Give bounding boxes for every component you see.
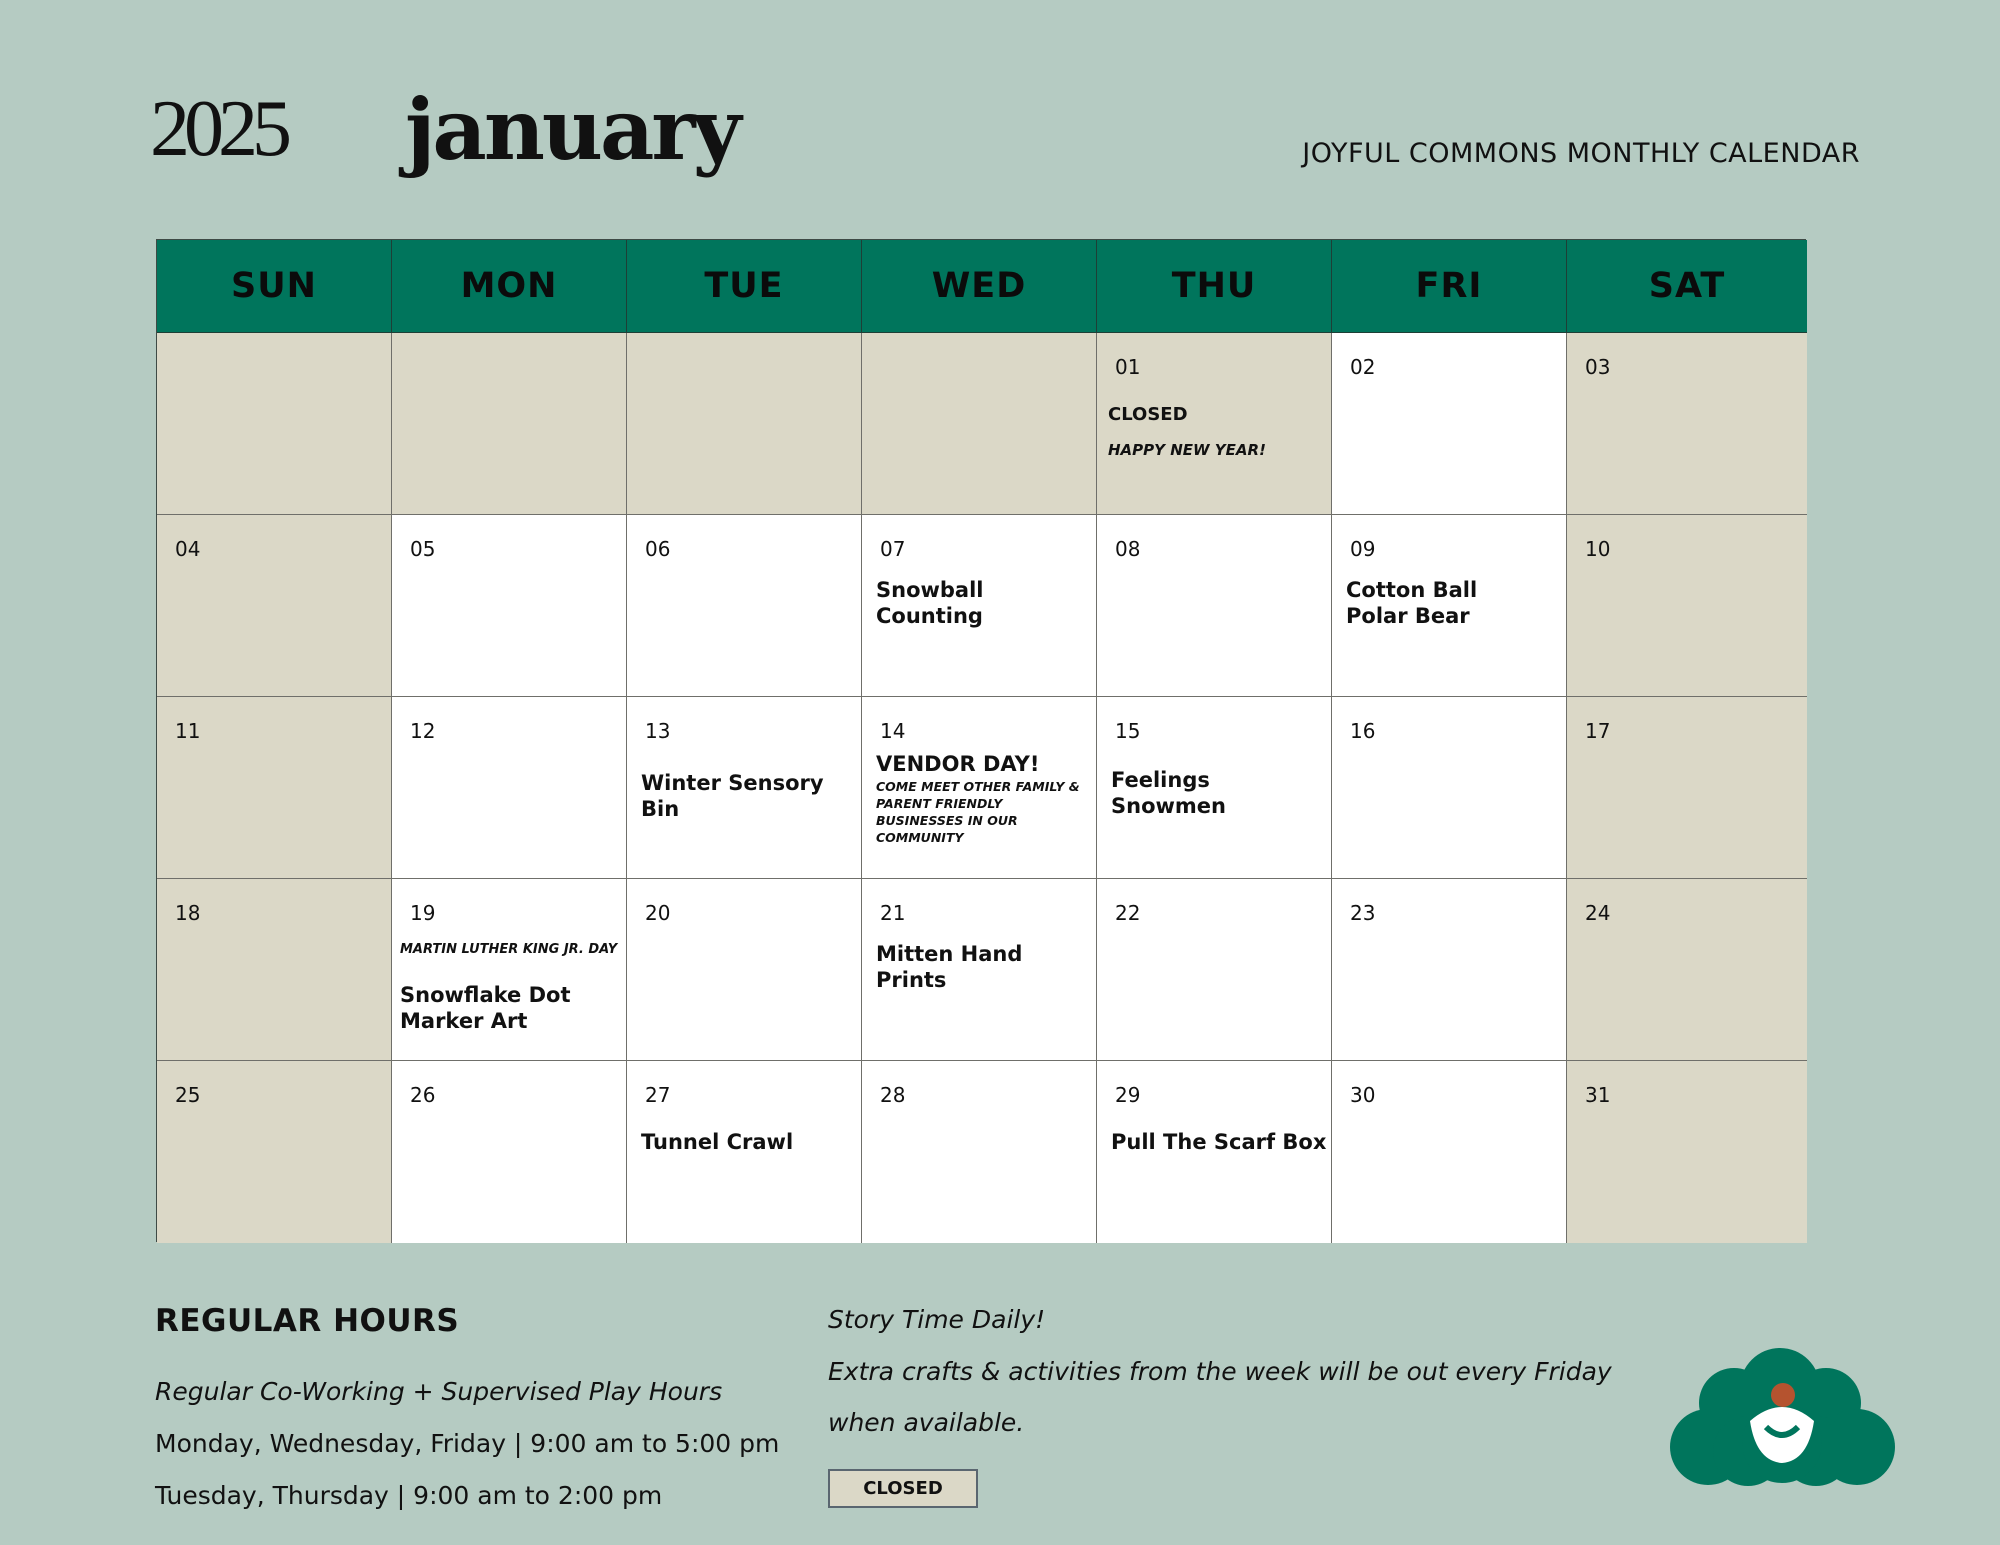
day-number: 14 [880, 719, 906, 743]
calendar-title: JOYFUL COMMONS MONTHLY CALENDAR [1302, 138, 1860, 169]
weekday-thu: THU [1097, 240, 1332, 333]
day-number: 27 [645, 1083, 671, 1107]
crafts-note-continued: when available. [828, 1408, 1025, 1437]
weekday-wed: WED [862, 240, 1097, 333]
day-cell-19 [392, 879, 627, 1061]
day-cell-13 [627, 697, 862, 879]
day-number: 26 [410, 1083, 436, 1107]
event-title: Snowflake Dot Marker Art [400, 983, 571, 1033]
day-cell-14 [862, 697, 1097, 879]
event-title: Cotton Ball Polar Bear [1346, 578, 1478, 628]
weekday-tue: TUE [627, 240, 862, 333]
event-title: Snowball Counting [876, 578, 984, 628]
event-title: Pull The Scarf Box [1111, 1130, 1327, 1154]
day-cell-10 [1567, 515, 1807, 697]
event-title: Tunnel Crawl [641, 1130, 794, 1154]
day-number: 07 [880, 537, 906, 561]
day-cell-18 [157, 879, 392, 1061]
hours-subtitle: Regular Co-Working + Supervised Play Hours [155, 1377, 723, 1406]
day-number: 17 [1585, 719, 1611, 743]
day-number: 06 [645, 537, 671, 561]
day-number: 29 [1115, 1083, 1141, 1107]
day-number: 20 [645, 901, 671, 925]
event-description: COME MEET OTHER FAMILY & PARENT FRIENDLY BUSINESSES IN OUR COMMUNITY [876, 779, 1080, 845]
day-number: 18 [175, 901, 201, 925]
event-title: Feelings Snowmen [1111, 768, 1226, 818]
day-number: 04 [175, 537, 201, 561]
day-cell-29 [1097, 1061, 1332, 1243]
holiday-note: HAPPY NEW YEAR! [1108, 441, 1266, 459]
day-number: 08 [1115, 537, 1141, 561]
logo-icon [1668, 1343, 1898, 1488]
day-cell-04 [157, 515, 392, 697]
day-cell-27 [627, 1061, 862, 1243]
day-cell-17 [1567, 697, 1807, 879]
day-cell-02 [1332, 333, 1567, 515]
empty-day-cell [157, 333, 392, 515]
day-cell-20 [627, 879, 862, 1061]
day-number: 24 [1585, 901, 1611, 925]
day-cell-24 [1567, 879, 1807, 1061]
day-number: 23 [1350, 901, 1376, 925]
day-number: 10 [1585, 537, 1611, 561]
day-cell-05 [392, 515, 627, 697]
day-cell-01 [1097, 333, 1332, 515]
empty-day-cell [392, 333, 627, 515]
day-cell-28 [862, 1061, 1097, 1243]
day-cell-23 [1332, 879, 1567, 1061]
event-title: VENDOR DAY! [876, 752, 1040, 776]
day-number: 31 [1585, 1083, 1611, 1107]
day-number: 15 [1115, 719, 1141, 743]
day-number: 11 [175, 719, 201, 743]
event-title: Mitten Hand Prints [876, 942, 1023, 992]
day-cell-06 [627, 515, 862, 697]
weekday-sun: SUN [157, 240, 392, 333]
day-number: 21 [880, 901, 906, 925]
day-cell-31 [1567, 1061, 1807, 1243]
empty-day-cell [627, 333, 862, 515]
calendar-grid [156, 239, 1806, 1242]
day-cell-11 [157, 697, 392, 879]
day-cell-21 [862, 879, 1097, 1061]
regular-hours-title: REGULAR HOURS [155, 1303, 460, 1339]
weekday-fri: FRI [1332, 240, 1567, 333]
day-cell-30 [1332, 1061, 1567, 1243]
story-time-note: Story Time Daily! [828, 1305, 1046, 1334]
day-cell-15 [1097, 697, 1332, 879]
closed-status: CLOSED [1108, 404, 1188, 425]
empty-day-cell [862, 333, 1097, 515]
day-number: 13 [645, 719, 671, 743]
day-number: 09 [1350, 537, 1376, 561]
day-cell-25 [157, 1061, 392, 1243]
day-number: 01 [1115, 355, 1141, 379]
day-cell-03 [1567, 333, 1807, 515]
hours-mwf: Monday, Wednesday, Friday | 9:00 am to 5:00 pm [155, 1429, 780, 1458]
crafts-note: Extra crafts & activities from the week will be out every Friday [828, 1357, 1612, 1386]
weekday-sat: SAT [1567, 240, 1807, 333]
day-number: 03 [1585, 355, 1611, 379]
day-number: 30 [1350, 1083, 1376, 1107]
day-cell-22 [1097, 879, 1332, 1061]
day-number: 16 [1350, 719, 1376, 743]
day-number: 22 [1115, 901, 1141, 925]
day-number: 25 [175, 1083, 201, 1107]
day-number: 28 [880, 1083, 906, 1107]
day-number: 19 [410, 901, 436, 925]
day-cell-12 [392, 697, 627, 879]
event-title: Winter Sensory Bin [641, 771, 824, 821]
day-cell-16 [1332, 697, 1567, 879]
day-cell-09 [1332, 515, 1567, 697]
calendar-year: 2025 [150, 85, 286, 173]
hours-tth: Tuesday, Thursday | 9:00 am to 2:00 pm [155, 1481, 663, 1510]
day-cell-08 [1097, 515, 1332, 697]
weekday-mon: MON [392, 240, 627, 333]
closed-legend: CLOSED [828, 1469, 978, 1508]
day-cell-07 [862, 515, 1097, 697]
day-number: 12 [410, 719, 436, 743]
day-number: 05 [410, 537, 436, 561]
vendor-day-event [876, 752, 1088, 846]
day-cell-26 [392, 1061, 627, 1243]
day-number: 02 [1350, 355, 1376, 379]
holiday-note: MARTIN LUTHER KING JR. DAY [400, 942, 618, 957]
calendar-month: january [405, 80, 739, 179]
